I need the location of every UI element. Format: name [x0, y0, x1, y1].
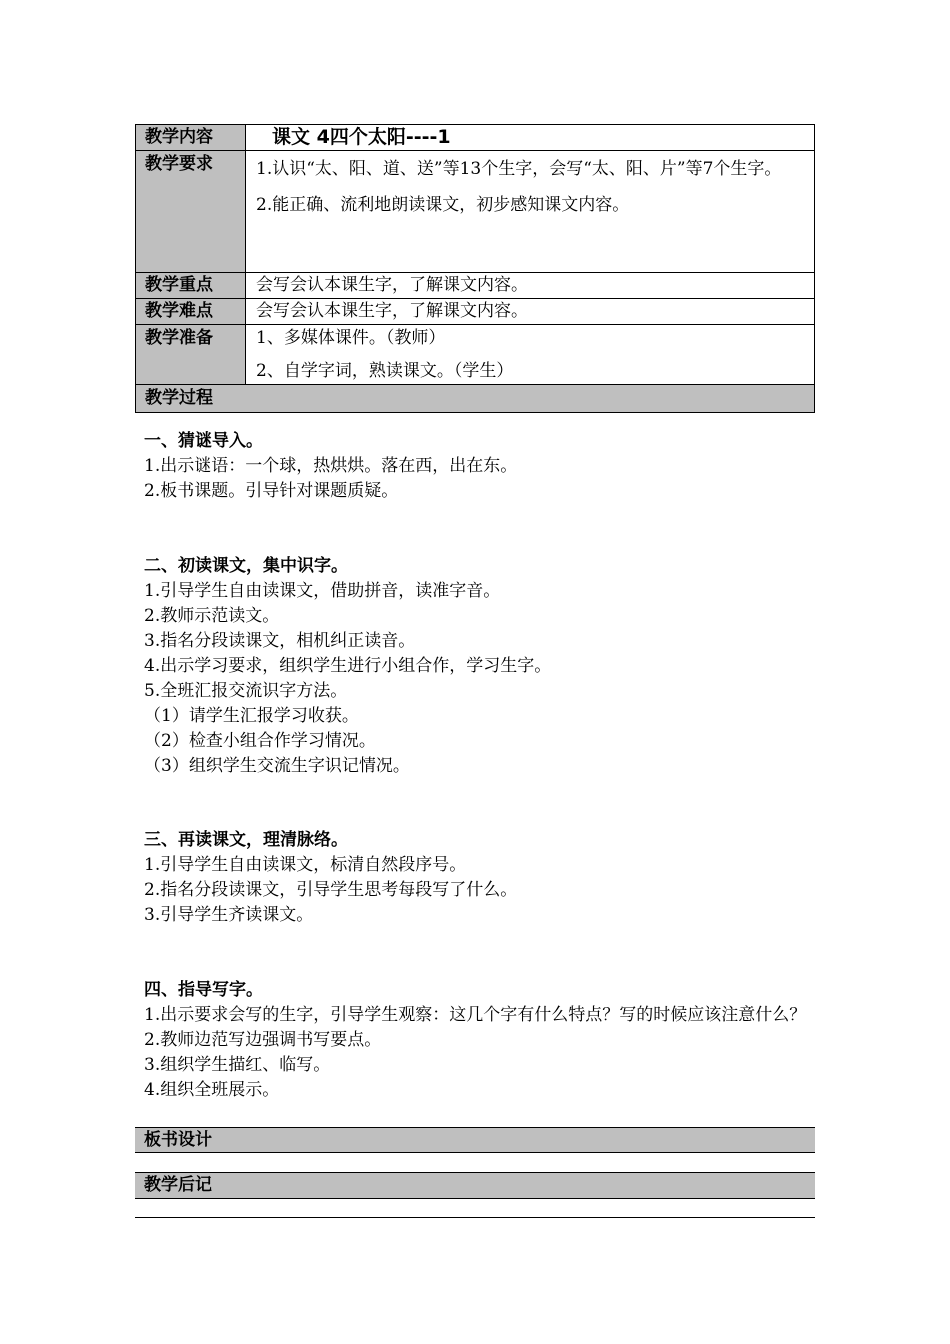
section-line: 1.引导学生自由读课文，借助拼音，读准字音。 [144, 581, 501, 601]
section-line: 3.组织学生描红、临写。 [144, 1055, 331, 1075]
requirements-value [246, 151, 815, 273]
requirement-item: 2.能正确、流利地朗读课文，初步感知课文内容。 [256, 195, 630, 215]
section-line: （2）检查小组合作学习情况。 [144, 731, 376, 751]
lesson-header-table [135, 124, 815, 413]
section-title: 二、初读课文，集中识字。 [144, 556, 348, 576]
row-focus [136, 273, 815, 299]
prep-value [246, 325, 815, 385]
section-writing-guidance [144, 978, 812, 1103]
after-notes-label: 教学后记 [135, 1172, 815, 1199]
section-line: （3）组织学生交流生字识记情况。 [144, 756, 410, 776]
section-line: 1.引导学生自由读课文，标清自然段序号。 [144, 855, 467, 875]
section-line: 2.教师边范写边强调书写要点。 [144, 1030, 382, 1050]
row-preparation [136, 325, 815, 385]
section-line: 3.指名分段读课文，相机纠正读音。 [144, 631, 416, 651]
section-first-reading [144, 554, 812, 779]
section-title: 一、猜谜导入。 [144, 431, 263, 451]
section-line: 5.全班汇报交流识字方法。 [144, 681, 348, 701]
requirements-label: 教学要求 [136, 151, 246, 273]
prep-item: 1、多媒体课件。（教师） [256, 328, 446, 348]
row-process [136, 385, 815, 413]
section-line: 4.出示学习要求，组织学生进行小组合作，学习生字。 [144, 656, 552, 676]
section-line: 1.出示谜语：一个球，热烘烘。落在西，出在东。 [144, 456, 518, 476]
section-reread [144, 828, 812, 928]
prep-label: 教学准备 [136, 325, 246, 385]
row-difficulty [136, 299, 815, 325]
section-line: 3.引导学生齐读课文。 [144, 905, 314, 925]
prep-item: 2、自学字词，熟读课文。（学生） [256, 361, 514, 381]
section-line: （1）请学生汇报学习收获。 [144, 706, 359, 726]
section-line: 4.组织全班展示。 [144, 1080, 280, 1100]
bottom-divider [135, 1217, 815, 1218]
section-title: 三、再读课文，理清脉络。 [144, 830, 348, 850]
difficulty-label: 教学难点 [136, 299, 246, 325]
requirement-item: 1.认识“太、阳、道、送”等13个生字，会写“太、阳、片”等7个生字。 [256, 159, 782, 179]
focus-value: 会写会认本课生字，了解课文内容。 [246, 273, 815, 299]
content-value: 课文 4四个太阳----1 [246, 125, 815, 151]
process-label: 教学过程 [136, 385, 815, 413]
board-design-label: 板书设计 [135, 1127, 815, 1153]
section-title: 四、指导写字。 [144, 980, 263, 1000]
difficulty-value: 会写会认本课生字，了解课文内容。 [246, 299, 815, 325]
row-content [136, 125, 815, 151]
section-line: 2.板书课题。引导针对课题质疑。 [144, 481, 399, 501]
section-line: 2.教师示范读文。 [144, 606, 280, 626]
content-label: 教学内容 [136, 125, 246, 151]
section-guess-riddle [144, 429, 812, 504]
focus-label: 教学重点 [136, 273, 246, 299]
section-line: 1.出示要求会写的生字，引导学生观察：这几个字有什么特点？写的时候应该注意什么？ [144, 1005, 807, 1025]
row-requirements [136, 151, 815, 273]
section-line: 2.指名分段读课文，引导学生思考每段写了什么。 [144, 880, 518, 900]
